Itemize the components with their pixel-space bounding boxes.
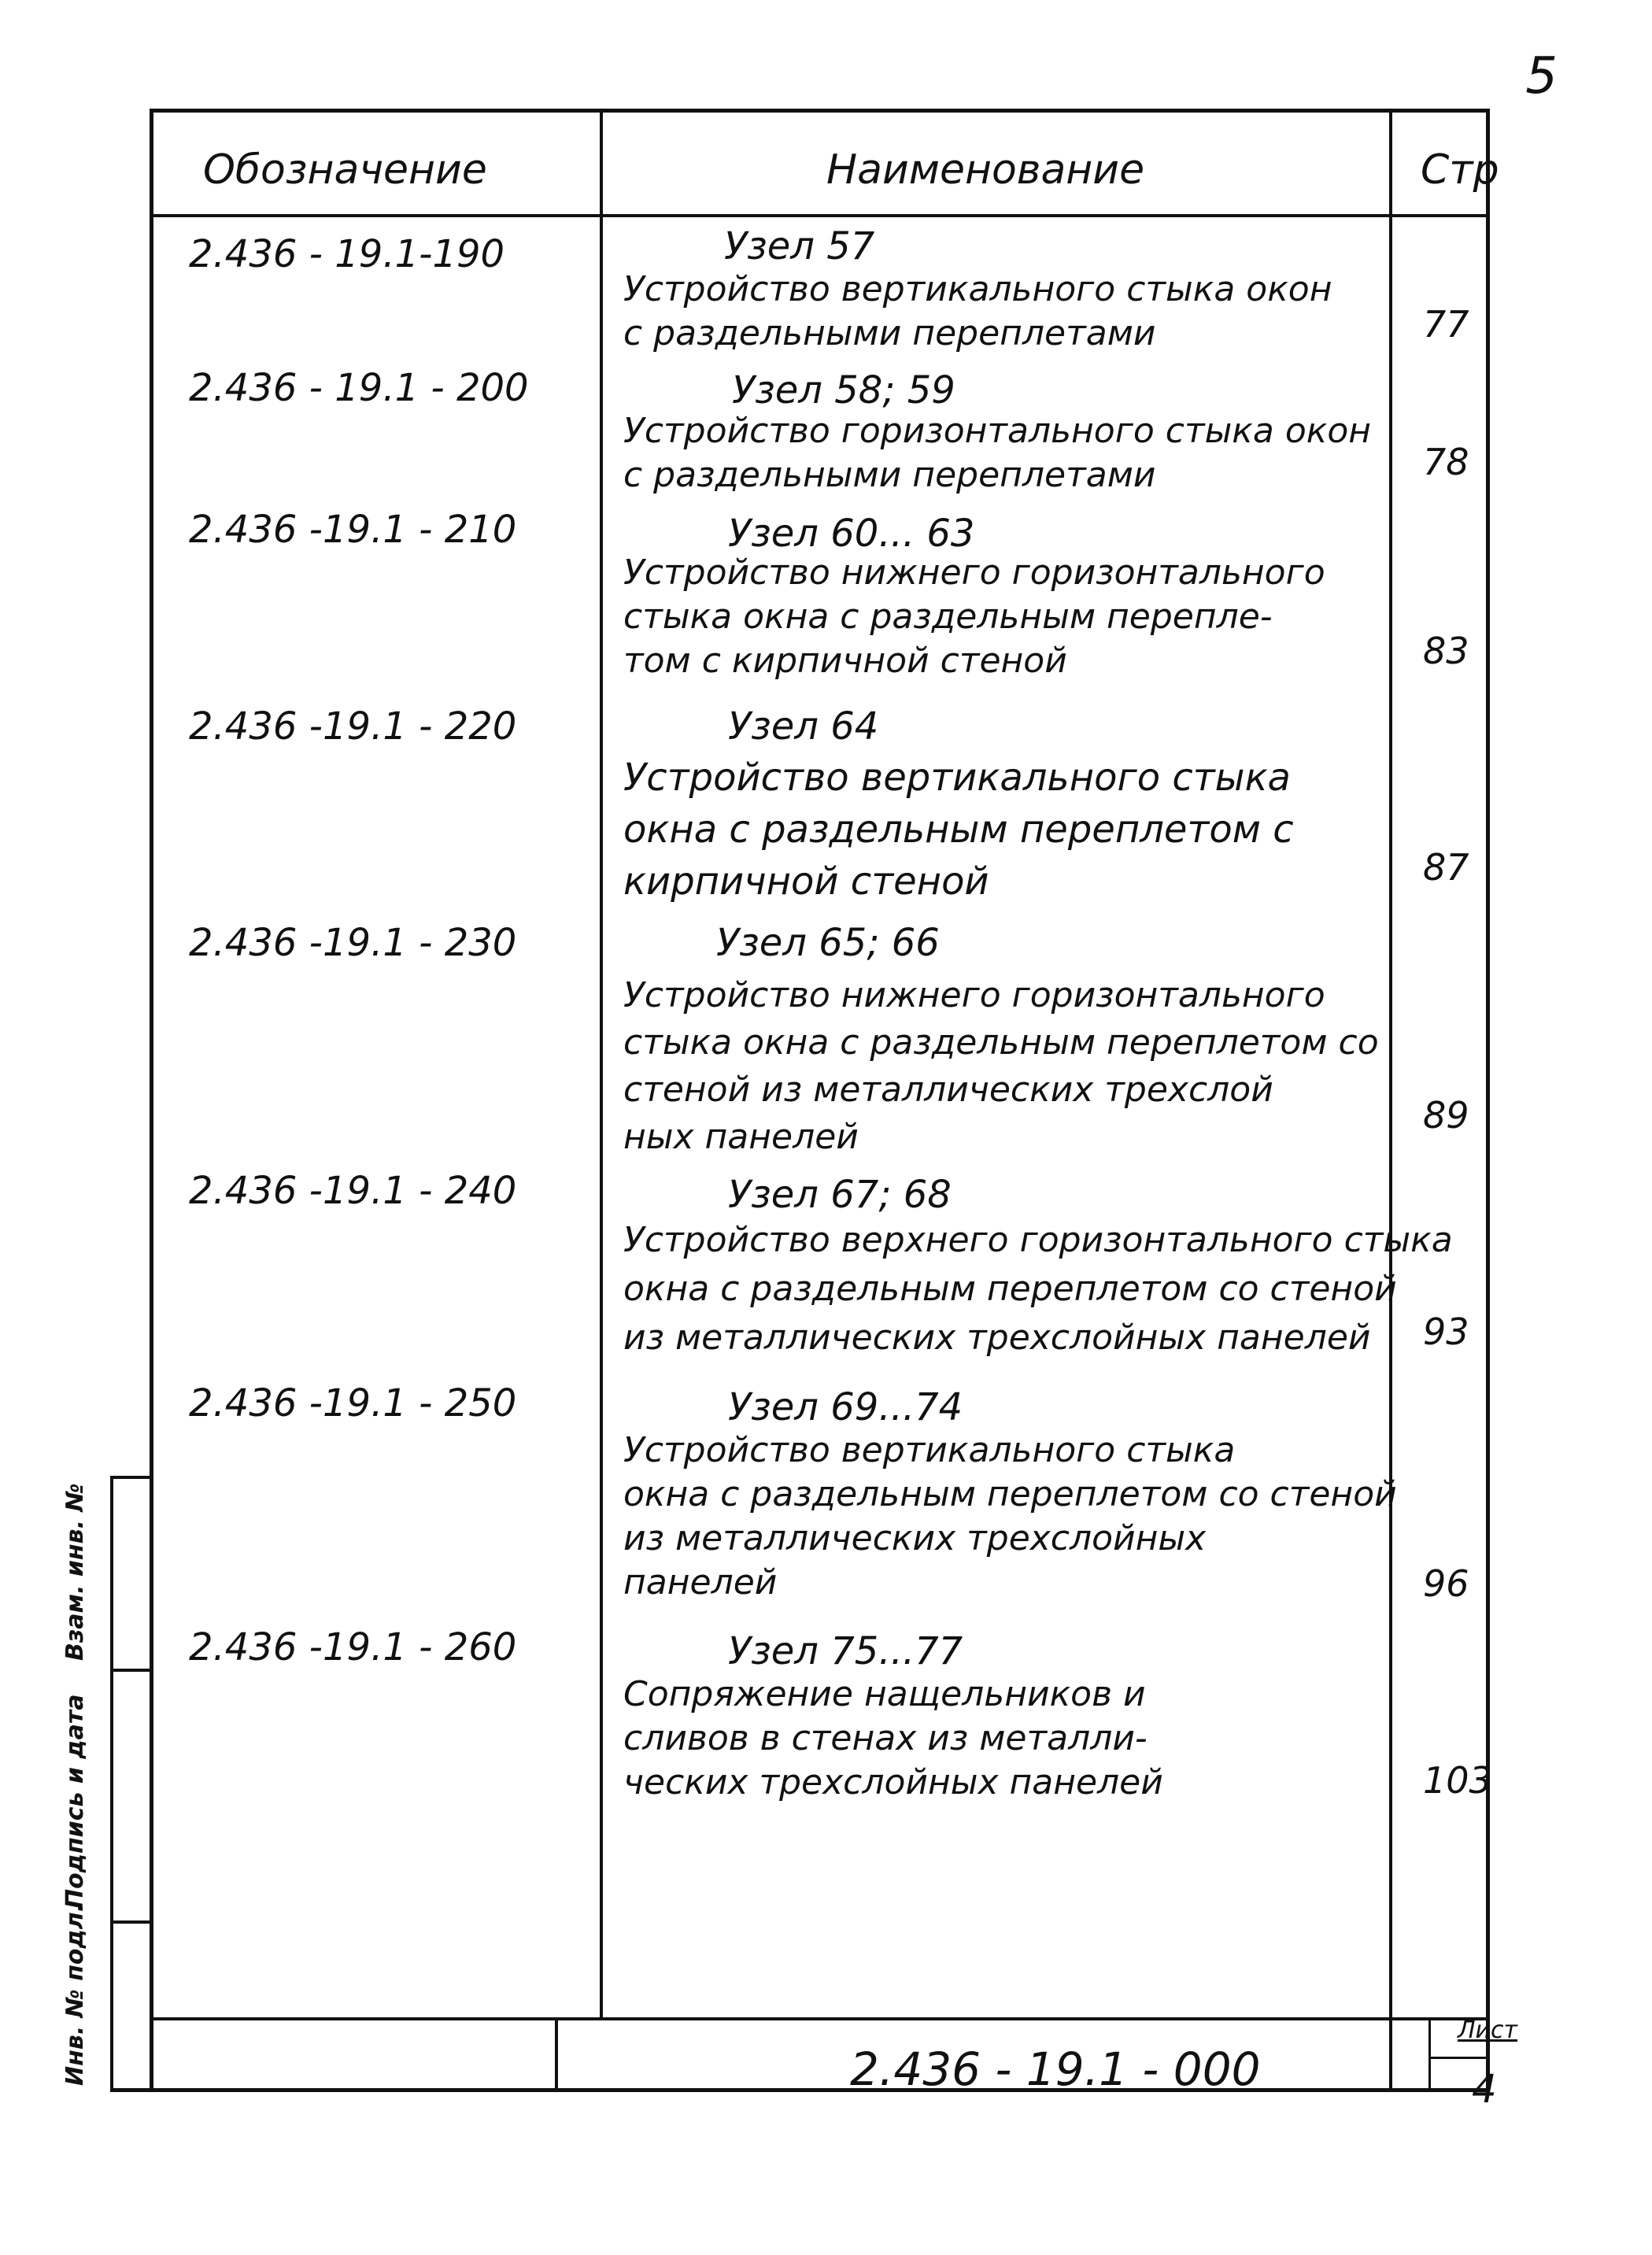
row-page: 89 (1423, 1094, 1469, 1137)
row-desc: Устройство вертикального стыка окон с раздельными переплетами (623, 269, 1332, 353)
row-desc: Устройство нижнего горизонтального стыка окна с раздельным перепле- том с кирпичной стеной (623, 553, 1325, 681)
header-name: Наименование (826, 146, 1145, 194)
row-page: 83 (1423, 630, 1469, 672)
title-block-top (150, 2017, 1489, 2020)
row-code: 2.436 -19.1 - 260 (189, 1625, 517, 1669)
row-code: 2.436 - 19.1-190 (189, 232, 505, 276)
frame-top (150, 109, 1489, 113)
row-code: 2.436 -19.1 - 240 (189, 1169, 517, 1213)
col-divider-1 (600, 109, 603, 2020)
row-code: 2.436 -19.1 - 210 (189, 508, 517, 552)
side-stamp-div-1 (110, 1669, 151, 1672)
row-node: Узел 64 (728, 704, 879, 749)
sheet-number: 4 (1472, 2066, 1497, 2112)
row-desc: Устройство вертикального стыка окна с раздельным переплетом с кирпичной стеной (623, 756, 1294, 904)
row-code: 2.436 -19.1 - 250 (189, 1381, 517, 1425)
side-stamp-div-2 (110, 1920, 151, 1924)
row-code: 2.436 - 19.1 - 200 (189, 366, 529, 410)
row-node: Узел 69...74 (728, 1385, 963, 1429)
sheet-label: Лист (1458, 2017, 1518, 2044)
frame-left (150, 109, 153, 2092)
side-stamp-left (110, 1476, 113, 2092)
replaced-inv-label: Взам. инв. № (61, 1483, 89, 1661)
header-page: Стр (1421, 146, 1499, 194)
title-block-divider (555, 2017, 558, 2092)
row-node: Узел 65; 66 (716, 921, 940, 965)
page-number: 5 (1525, 47, 1558, 105)
row-page: 87 (1423, 846, 1469, 889)
row-page: 78 (1423, 441, 1469, 483)
row-desc: Устройство нижнего горизонтального стыка окна с раздельным переплетом со стеной из металлических трехслой ных панелей (623, 975, 1379, 1157)
col-divider-2 (1389, 109, 1392, 2092)
row-node: Узел 57 (724, 224, 875, 268)
row-page: 93 (1423, 1310, 1469, 1353)
row-desc: Сопряжение нащельников и сливов в стенах из металли- ческих трехслойных панелей (623, 1674, 1163, 1802)
row-desc: Устройство горизонтального стыка окон с раздельными переплетами (623, 411, 1372, 495)
row-desc: Устройство вертикального стыка окна с раздельным переплетом со стеной из металлических трехслойных панелей (623, 1430, 1397, 1603)
sheet-box-left (1428, 2017, 1431, 2092)
row-page: 77 (1423, 303, 1469, 346)
sheet-box-divider (1428, 2057, 1489, 2059)
row-code: 2.436 -19.1 - 230 (189, 921, 517, 965)
row-node: Узел 60... 63 (728, 512, 975, 556)
inv-no-label: Инв. № подл. (61, 1902, 89, 2086)
row-page: 96 (1423, 1562, 1469, 1605)
document-code: 2.436 - 19.1 - 000 (850, 2042, 1261, 2096)
header-designation: Обозначение (203, 146, 487, 194)
row-node: Узел 67; 68 (728, 1173, 952, 1217)
signature-date-label: Подпись и дата (61, 1694, 89, 1909)
row-page: 103 (1423, 1759, 1492, 1802)
row-code: 2.436 -19.1 - 220 (189, 704, 517, 749)
header-divider (150, 214, 1489, 217)
row-node: Узел 75...77 (728, 1629, 963, 1673)
row-desc: Устройство верхнего горизонтального стыка окна с раздельным переплетом со стеной из металлических трехслойных панелей (623, 1220, 1453, 1358)
row-node: Узел 58; 59 (732, 368, 955, 412)
side-stamp-top (110, 1476, 151, 1479)
frame-bottom (110, 2088, 1490, 2092)
